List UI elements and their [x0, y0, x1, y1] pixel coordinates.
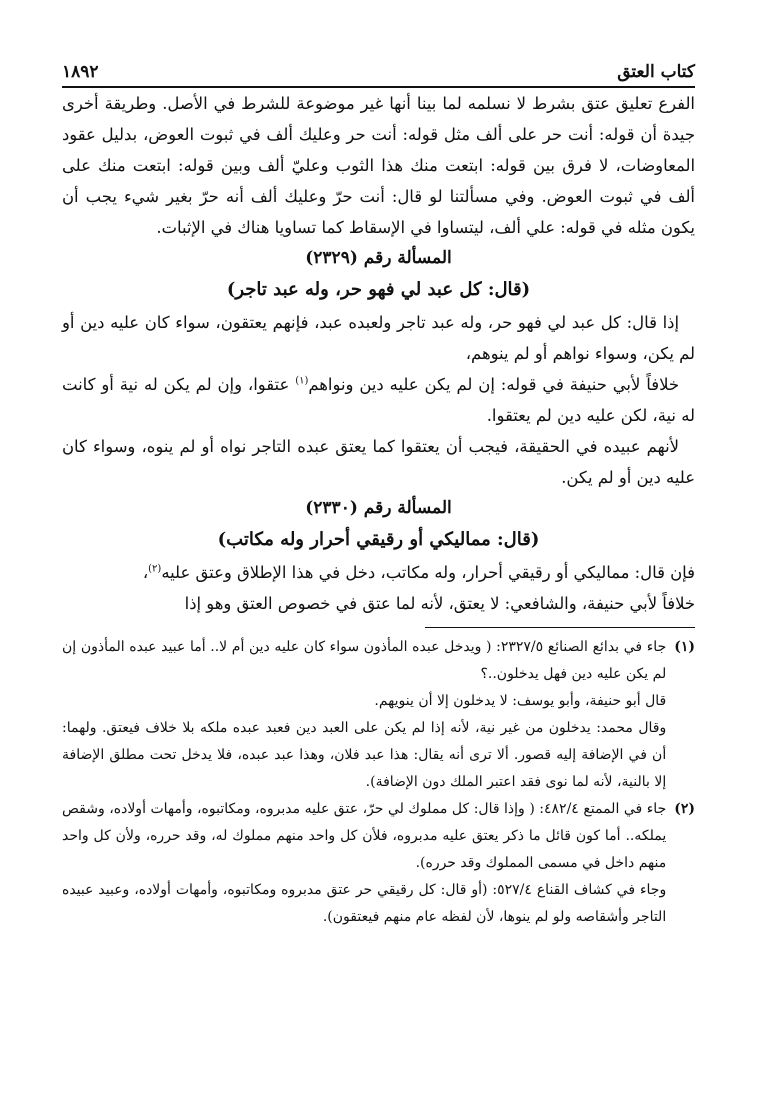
footnote-body: [62, 634, 666, 796]
issue-title-heading: (قال: مماليكي أو رقيقي أحرار وله مكاتب): [217, 529, 540, 550]
main-text: [62, 88, 695, 619]
paragraph-text: ،: [142, 563, 149, 582]
paragraph: [62, 369, 695, 431]
footnote-ref[interactable]: (٢): [148, 563, 162, 575]
paragraph: خلافاً لأبي حنيفة، والشافعي: لا يعتق، لأنه لما عتق في خصوص العتق وهو إذا: [184, 594, 695, 613]
footnote-divider: [425, 627, 695, 628]
page-number: ١٨٩٢: [62, 62, 99, 82]
paragraph: لأنهم عبيده في الحقيقة، فيجب أن يعتقوا كما يعتق عبده التاجر نواه أو لم ينوه، وسواء كان عليه دين أو لم يكن.: [62, 437, 695, 487]
footnote-line: وقال محمد: يدخلون من غير نية، لأنه إذا لم يكن على العبد دين فعبد عبده ملكه بلا خلاف فيعتق. ولهما: أن في الإضافة إليه قصور. ألا ترى أنه يقال: هذا عبد فلان، وهذا عبد عبده، فلا يدخل تحت مطلق الإضافة إلا بالنية، لأنه لما نوى فقد اعتبر الملك دون الإضافة).: [62, 720, 667, 790]
footnote-line: جاء في الممتع ٤٨٢/٤: ( وإذا قال: كل مملوك لي حرّ، عتق عليه مدبروه، ومكاتبوه، وأمهات أولاده، وشقص يملكه.. أما كون قائل ما ذكر يعتق عليه مدبروه، فلأن كل واحد منهم مملوك له، وقد حرره، ولأن كل واحد منهم داخل في مسمى المملوك وقد حرره).: [62, 801, 667, 871]
paragraph-text: خلافاً لأبي حنيفة في قوله: إن لم يكن عليه دين ونواهم: [308, 375, 679, 394]
paragraph: إذا قال: كل عبد لي فهو حر، وله عبد تاجر ولعبده عبد، فإنهم يعتقون، سواء كان عليه دين أو لم يكن، وسواء نواهم أو لم ينوهم،: [62, 313, 695, 363]
page-header: [62, 56, 695, 88]
footnote-number: (١): [674, 639, 695, 655]
footnote-ref[interactable]: (١): [295, 375, 309, 387]
issue-title-heading: (قال: كل عبد لي فهو حر، وله عبد تاجر): [226, 279, 531, 300]
paragraph-text: عتقوا، وإن لم يكن له نية أو كانت له نية، لكن عليه دين لم يعتقوا.: [62, 375, 695, 425]
footnote-line: قال أبو حنيفة، وأبو يوسف: لا يدخلون إلا أن ينويهم.: [374, 693, 667, 709]
footnote-2: [62, 796, 695, 931]
issue-number-heading: المسألة رقم (٢٣٢٩): [305, 248, 452, 268]
footnote-number: (٢): [674, 801, 695, 817]
issue-number-heading: المسألة رقم (٢٣٣٠): [305, 498, 452, 518]
running-title: كتاب العتق: [617, 62, 695, 82]
footnote-line: وجاء في كشاف القناع ٥٢٧/٤: (أو قال: كل رقيقي حر عتق مدبروه ومكاتبوه، وأمهات أولاده، وعبيد عبيده التاجر وأشقاصه ولو لم ينوها، لأن لفظه عام منهم فيعتقون).: [62, 882, 667, 925]
footnote-1: [62, 634, 695, 796]
footnote-line: جاء في بدائع الصنائع ٢٣٢٧/٥: ( ويدخل عبده المأذون سواء كان عليه دين أم لا.. أما عبيد عبده المأذون إن لم يكن عليه دين فهل يدخلون..؟: [62, 639, 667, 682]
footnotes: [62, 634, 695, 931]
paragraph: [62, 557, 695, 588]
paragraph-text: فإن قال: مماليكي أو رقيقي أحرار، وله مكاتب، دخل في هذا الإطلاق وعتق عليه: [161, 563, 695, 582]
paragraph: الفرع تعليق عتق بشرط لا نسلمه لما بينا أنها غير موضوعة للشرط في الأصل. وطريقة أخرى جيدة أن قوله: أنت حر على ألف مثل قوله: أنت حر وعليك ألف في ثبوت العوض، بدليل عقود المعاوضات، لا فرق بين قوله: ابتعت منك هذا الثوب وعليّ ألف وبين قوله: ابتعت منك على ألف في ثبوت العوض. وفي مسألتنا لو قال: أنت حرّ وعليك ألف أنه حرّ بغير شيء يجب أن يكون مثله في قوله: علي ألف، ليتساوا في الإسقاط كما تساويا هناك في الإثبات.: [62, 94, 695, 237]
footnote-body: [62, 796, 666, 931]
